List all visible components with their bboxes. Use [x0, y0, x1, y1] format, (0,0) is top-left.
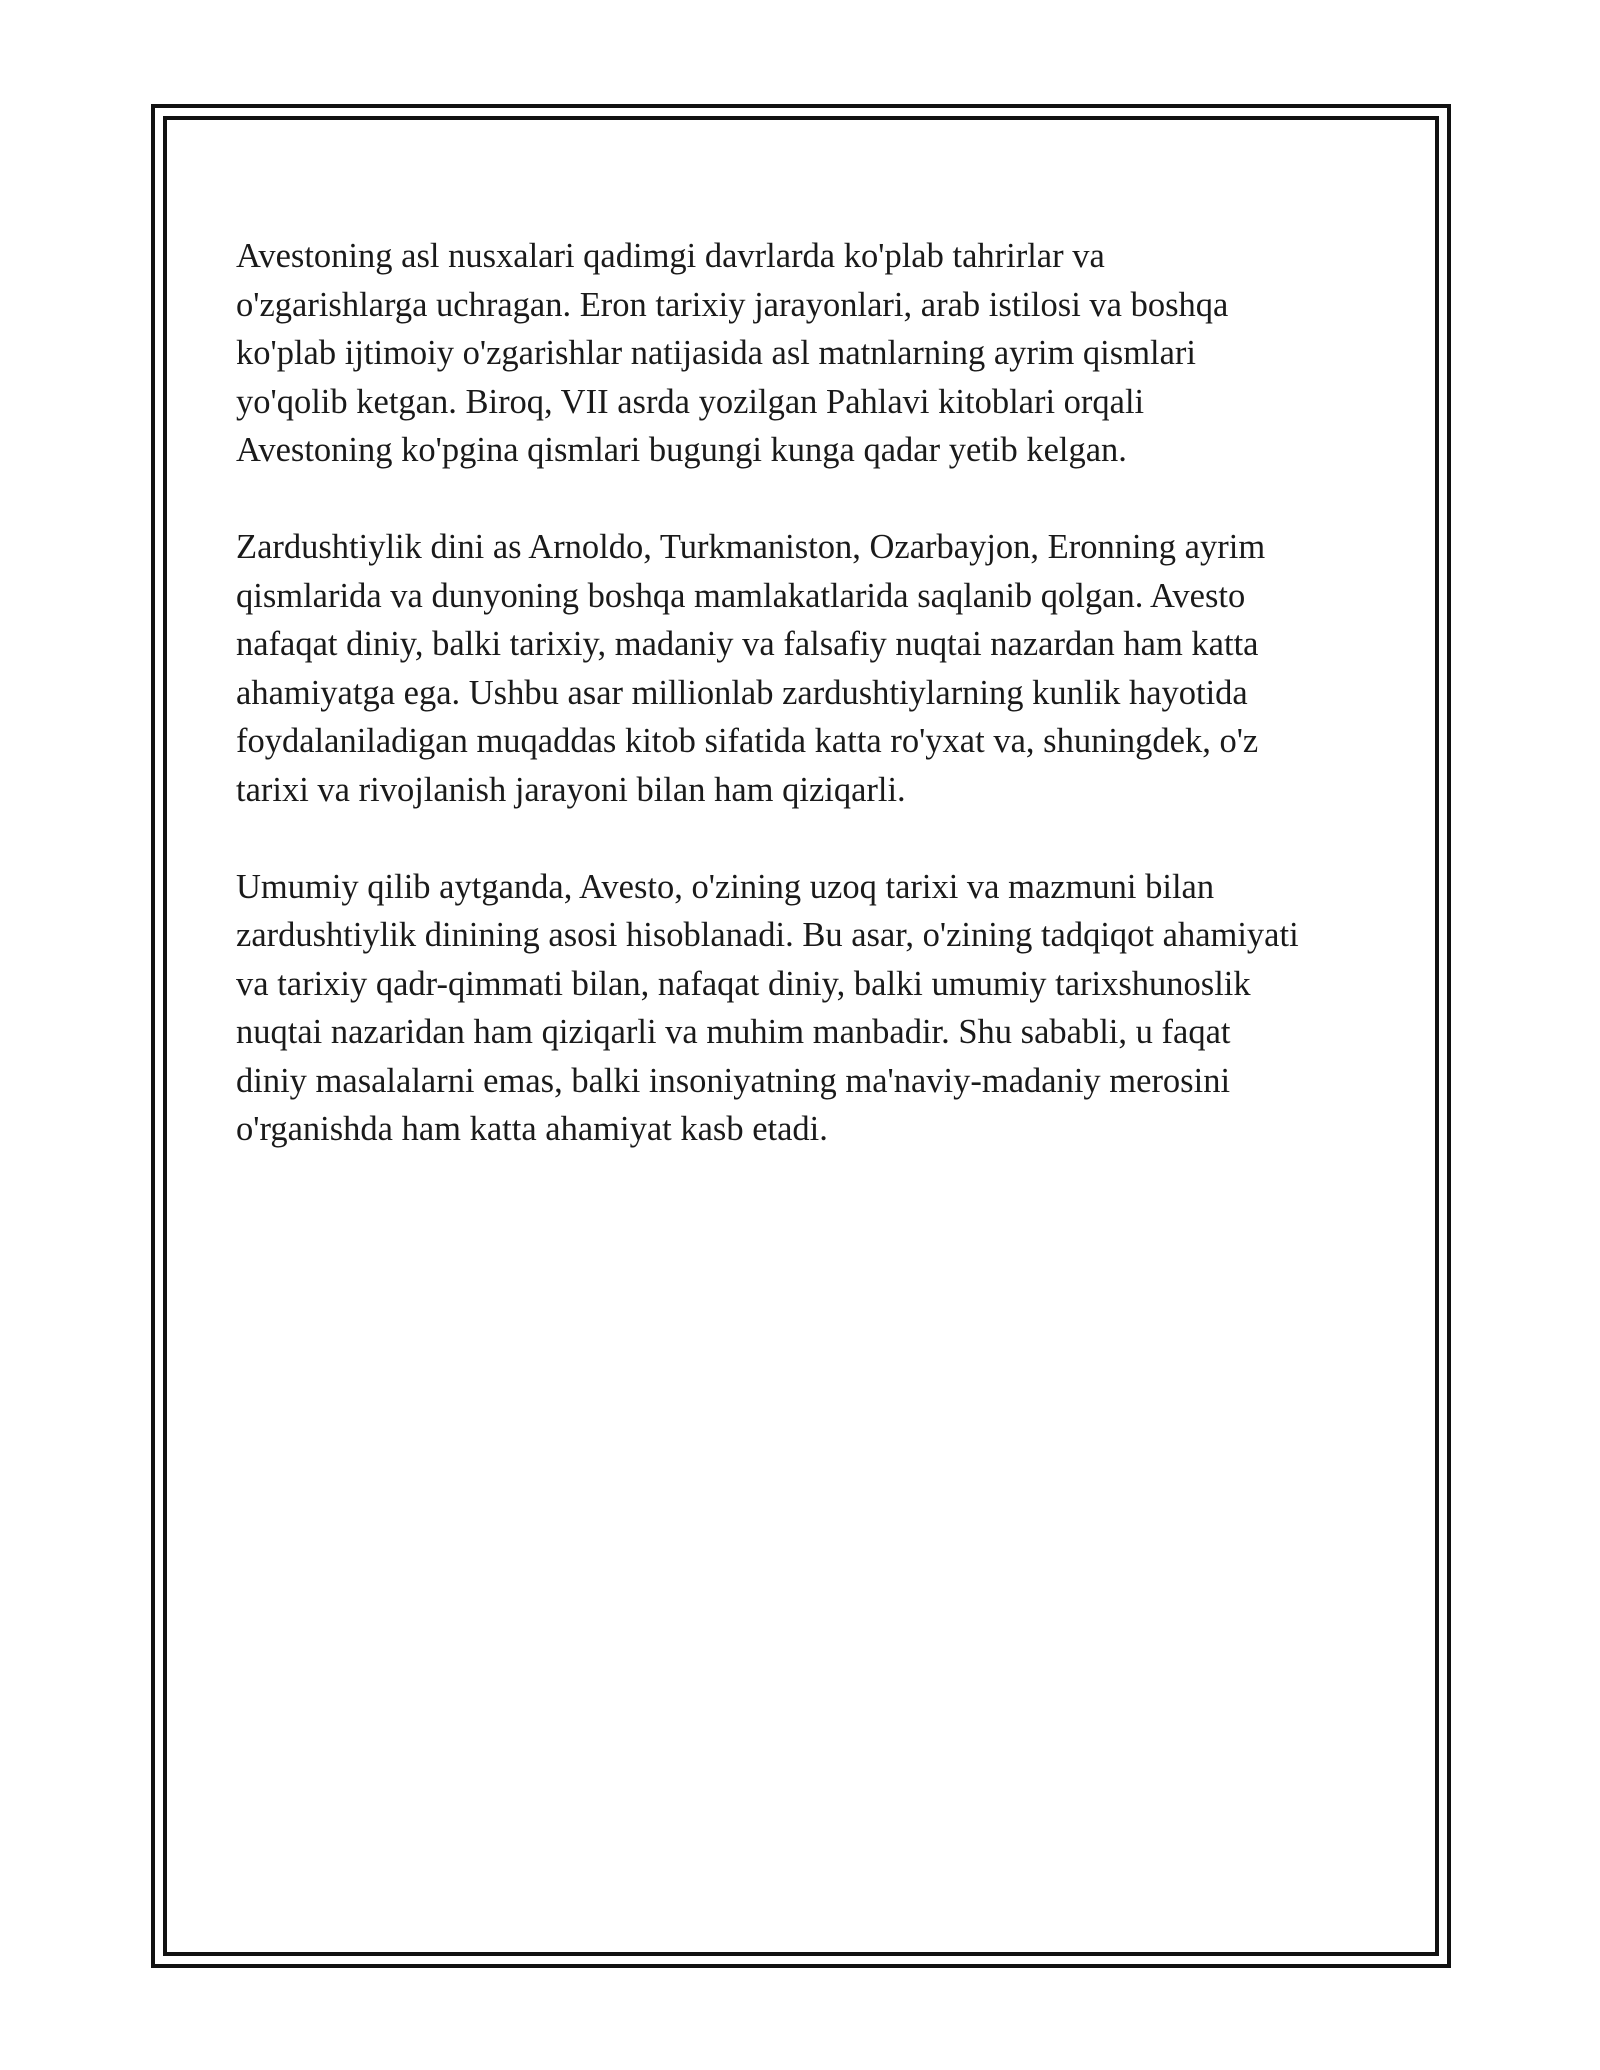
- text-line: yo'qolib ketgan. Biroq, VII asrda yozilgan Pahlavi kitoblari orqali: [236, 382, 1145, 421]
- text-line: o'rganishda ham katta ahamiyat kasb etadi.: [236, 1110, 828, 1148]
- text-line: nafaqat diniy, balki tarixiy, madaniy va falsafiy nuqtai nazardan ham katta: [236, 625, 1259, 663]
- text-line: foydalaniladigan muqaddas kitob sifatida katta ro'yxat va, shuningdek, o'z: [236, 722, 1259, 760]
- text-line: Avestoning asl nusxalari qadimgi davrlarda ko'plab tahrirlar va: [236, 237, 1105, 275]
- paragraph-3: [236, 863, 1376, 1154]
- text-line: o'zgarishlarga uchragan. Eron tarixiy jarayonlari, arab istilosi va boshqa: [236, 285, 1229, 324]
- text-line: Avestoning ko'pgina qismlari bugungi kunga qadar yetib kelgan.: [236, 431, 1127, 469]
- text-line: tarixi va rivojlanish jarayoni bilan ham qiziqarli.: [236, 770, 906, 809]
- text-line: qismlarida va dunyoning boshqa mamlakatlarida saqlanib qolgan. Avesto: [236, 576, 1246, 615]
- text-line: ahamiyatga ega. Ushbu asar millionlab zardushtiylarning kunlik hayotida: [236, 673, 1248, 712]
- text-line: zardushtiylik dinining asosi hisoblanadi. Bu asar, o'zining tadqiqot ahamiyati: [236, 916, 1299, 954]
- paragraph-2: [236, 523, 1376, 814]
- text-line: diniy masalalarni emas, balki insoniyatning ma'naviy-madaniy merosini: [236, 1061, 1231, 1100]
- paragraph-1: [236, 232, 1376, 475]
- text-line: ko'plab ijtimoiy o'zgarishlar natijasida asl matnlarning ayrim qismlari: [236, 334, 1197, 372]
- document-body: [236, 232, 1376, 1202]
- text-line: nuqtai nazaridan ham qiziqarli va muhim manbadir. Shu sababli, u faqat: [236, 1013, 1231, 1051]
- text-line: Umumiy qilib aytganda, Avesto, o'zining uzoq tarixi va mazmuni bilan: [236, 867, 1215, 906]
- text-line: va tarixiy qadr-qimmati bilan, nafaqat diniy, balki umumiy tarixshunoslik: [236, 964, 1251, 1003]
- text-line: Zardushtiylik dini as Arnoldo, Turkmaniston, Ozarbayjon, Eronning ayrim: [236, 528, 1266, 566]
